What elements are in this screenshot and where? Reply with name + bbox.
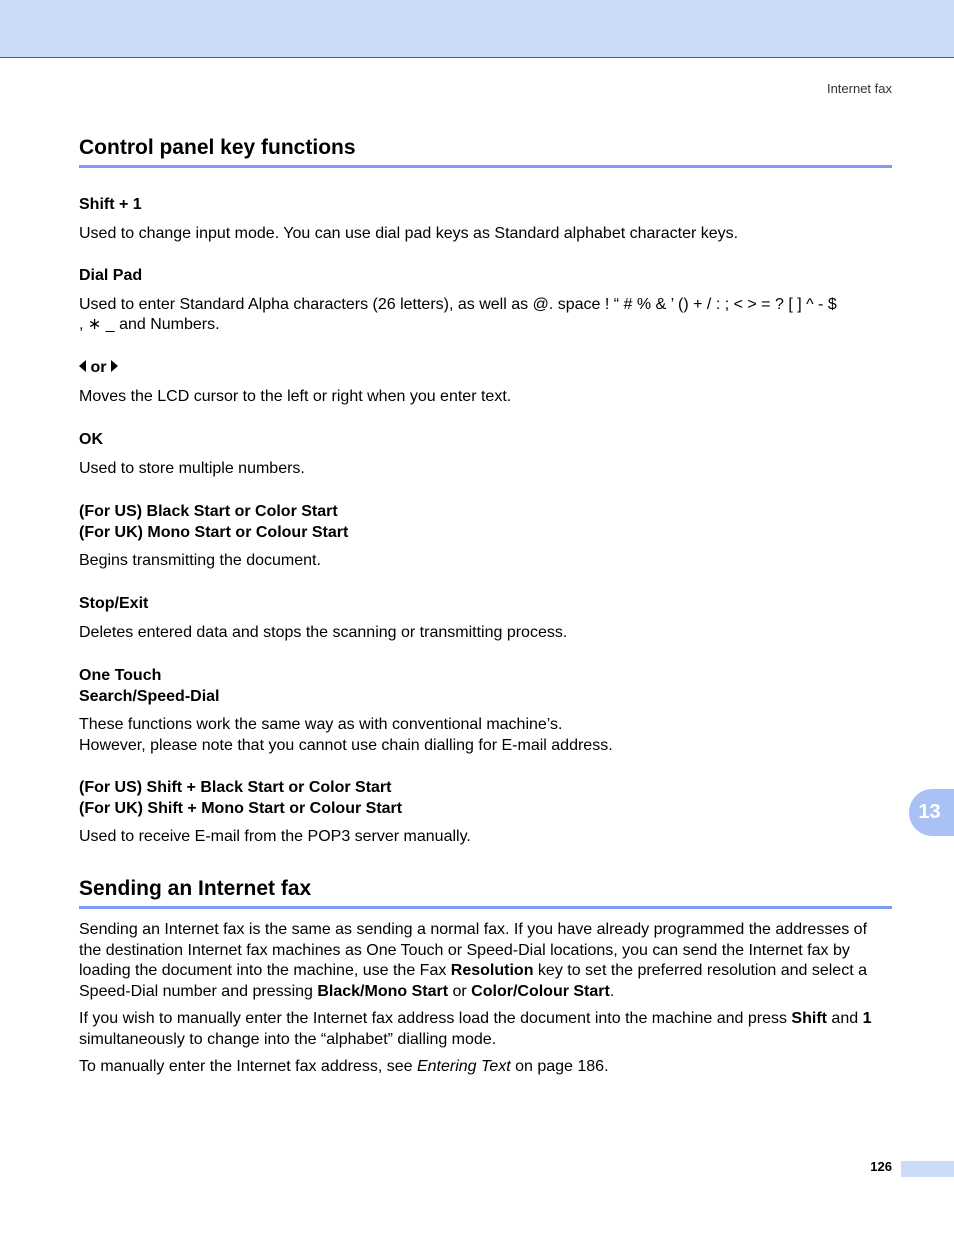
key-description: Used to store multiple numbers. xyxy=(79,459,305,477)
paragraph-sending-2 xyxy=(79,1009,892,1050)
key-description-cont: , ∗ _ and Numbers. xyxy=(79,316,220,333)
key-heading: (For US) Shift + Black Start or Color Start xyxy=(79,779,392,796)
key-arrows xyxy=(79,358,892,407)
running-header: Internet fax xyxy=(826,81,892,96)
key-stop-exit xyxy=(79,594,892,643)
key-name-color-colour-start: Color/Colour Start xyxy=(471,982,610,1000)
text-run: and xyxy=(826,1010,863,1027)
text-run: If you wish to manually enter the Internet fax address load the document into the machine and press xyxy=(79,1010,792,1027)
key-start xyxy=(79,502,892,572)
key-heading: (For US) Black Start or Color Start xyxy=(79,503,338,520)
key-heading-2: (For UK) Shift + Mono Start or Colour Start xyxy=(79,799,403,817)
key-heading-2: Search/Speed-Dial xyxy=(79,687,220,705)
page-number: 126 xyxy=(870,1159,892,1174)
key-name-black-mono-start: Black/Mono Start xyxy=(317,982,449,1000)
key-description: Begins transmitting the document. xyxy=(79,552,321,569)
key-one-touch xyxy=(79,666,892,756)
chapter-tab: 13 xyxy=(909,789,954,836)
left-arrow-icon xyxy=(79,360,86,372)
key-heading: or xyxy=(90,359,107,376)
key-description: Used to enter Standard Alpha characters (26 letters), as well as @. space ! “ # % & ’ () + / : ; < > = ? [ ] ^ - $ xyxy=(79,295,837,313)
key-heading: Stop/Exit xyxy=(79,595,149,612)
text-run: Sending an Internet fax is the same as sending a normal fax. If you have already programmed the addresses of the destination Internet fax machines as One Touch or Speed-Dial locations, you can send the Internet fax by loading the document into the machine, use the Fax xyxy=(79,921,868,979)
key-heading: Dial Pad xyxy=(79,267,143,284)
key-description: Used to receive E-mail from the POP3 server manually. xyxy=(79,828,471,845)
key-name-shift: Shift xyxy=(791,1010,827,1027)
key-shift-start xyxy=(79,778,892,848)
key-heading: OK xyxy=(79,431,103,448)
key-heading: One Touch xyxy=(79,667,162,684)
page-number-bar xyxy=(901,1161,954,1177)
key-description: These functions work the same way as with conventional machine’s. xyxy=(79,716,563,733)
key-description: Deletes entered data and stops the scanning or transmitting process. xyxy=(79,623,568,641)
paragraph-sending-1 xyxy=(79,920,892,1002)
key-ok xyxy=(79,430,892,479)
right-arrow-icon xyxy=(111,360,118,372)
section-heading-sending: Sending an Internet fax xyxy=(79,877,892,909)
text-run: . xyxy=(609,982,615,1000)
key-description: Moves the LCD cursor to the left or right when you enter text. xyxy=(79,387,512,405)
text-run: key to set the preferred resolution and select a Speed-Dial number and pressing xyxy=(79,962,867,1000)
key-heading: Shift + 1 xyxy=(79,196,142,213)
header-band xyxy=(0,0,954,58)
text-run: or xyxy=(448,982,472,1000)
text-run: To manually enter the Internet fax address, see xyxy=(79,1058,417,1075)
key-description: Used to change input mode. You can use dial pad keys as Standard alphabet character keys. xyxy=(79,224,739,242)
key-description-cont: However, please note that you cannot use chain dialling for E-mail address. xyxy=(79,736,613,754)
text-run: on page 186. xyxy=(510,1058,609,1075)
key-name-1: 1 xyxy=(862,1010,872,1027)
cross-reference-link[interactable]: Entering Text xyxy=(416,1058,511,1075)
key-name-resolution: Resolution xyxy=(450,962,534,979)
paragraph-sending-3 xyxy=(79,1057,892,1078)
section-heading-control-panel: Control panel key functions xyxy=(79,136,892,168)
key-shift-1 xyxy=(79,195,892,244)
key-dial-pad xyxy=(79,266,892,336)
key-heading-2: (For UK) Mono Start or Colour Start xyxy=(79,523,349,541)
text-run: simultaneously to change into the “alphabet” dialling mode. xyxy=(79,1030,497,1048)
